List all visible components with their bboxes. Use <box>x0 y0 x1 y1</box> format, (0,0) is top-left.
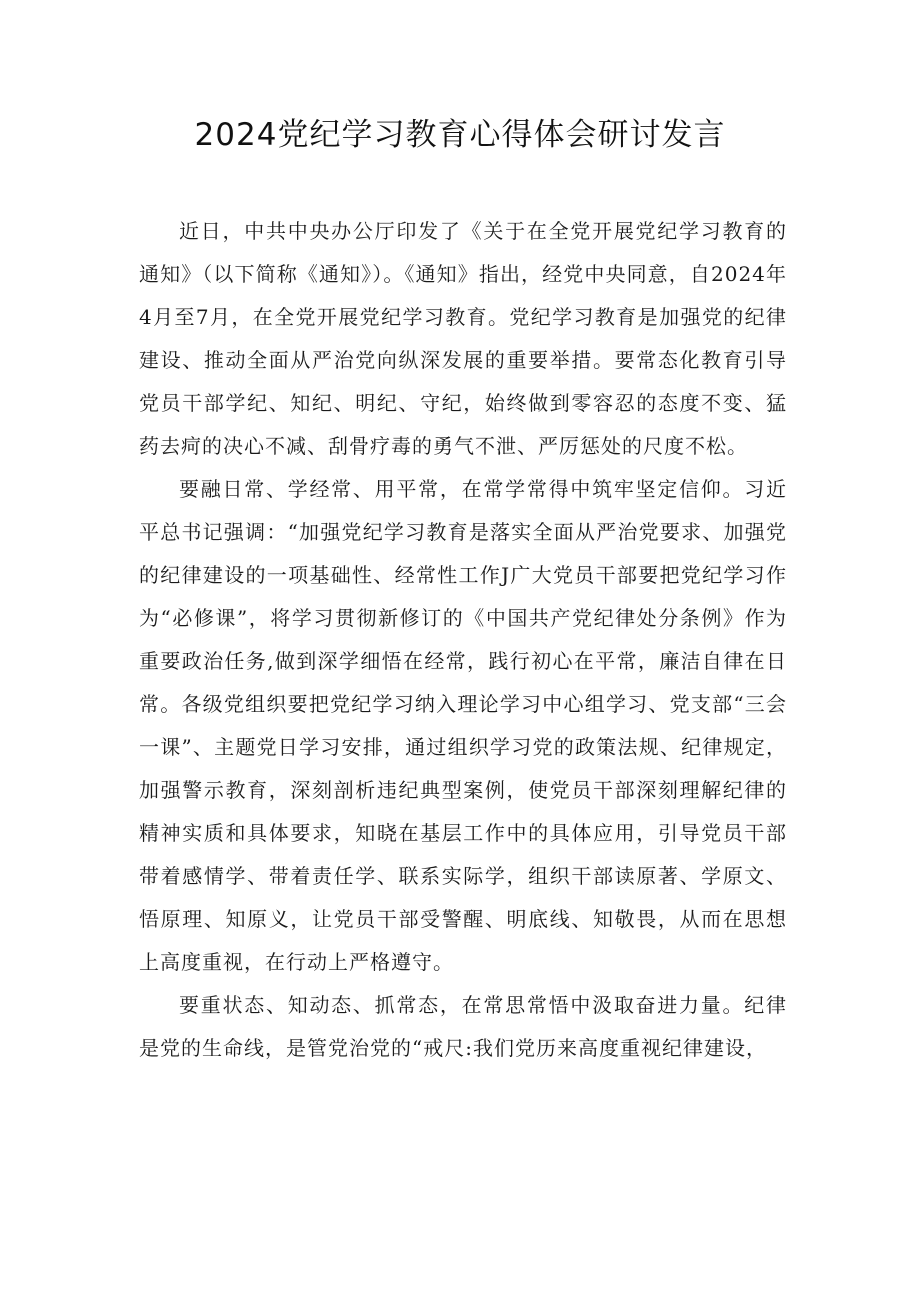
document-title: 2024党纪学习教育心得体会研讨发言 <box>194 117 726 153</box>
paragraph: 要融日常、学经常、用平常，在常学常得中筑牢坚定信仰。习近平总书记强调：“加强党纪学习教育是落实全面从严治党要求、加强党的纪律建设的一项基础性、经常性工作J广大党员干部要把党纪学习作为“必修课”，将学习贯彻新修订的《中国共产党纪律处分条例》作为重要政治任务,做到深学细悟在经常，践行初心在平常，廉洁自律在日常。各级党组织要把党纪学习纳入理论学习中心组学习、党支部“三会一课”、主题党日学习安排，通过组织学习党的政策法规、纪律规定，加强警示教育，深刻剖析违纪典型案例，使党员干部深刻理解纪律的精神实质和具体要求，知晓在基层工作中的具体应用，引导党员干部带着感情学、带着责任学、联系实际学，组织干部读原著、学原文、悟原理、知原义，让党员干部受警醒、明底线、知敬畏，从而在思想上高度重视，在行动上严格遵守。 <box>139 477 787 974</box>
paragraph: 要重状态、知动态、抓常态，在常思常悟中汲取奋进力量。纪律是党的生命线，是管党治党的“戒尺:我们党历来高度重视纪律建设， <box>139 993 787 1060</box>
document-body <box>139 210 787 1070</box>
paragraph: 近日，中共中央办公厅印发了《关于在全党开展党纪学习教育的通知》（以下简称《通知》）。《通知》指出，经党中央同意，自2024年4月至7月，在全党开展党纪学习教育。党纪学习教育是加强党的纪律建设、推动全面从严治党向纵深发展的重要举措。要常态化教育引导党员干部学纪、知纪、明纪、守纪，始终做到零容忍的态度不变、猛药去疴的决心不减、刮骨疗毒的勇气不泄、严厉惩处的尺度不松。 <box>139 219 787 458</box>
